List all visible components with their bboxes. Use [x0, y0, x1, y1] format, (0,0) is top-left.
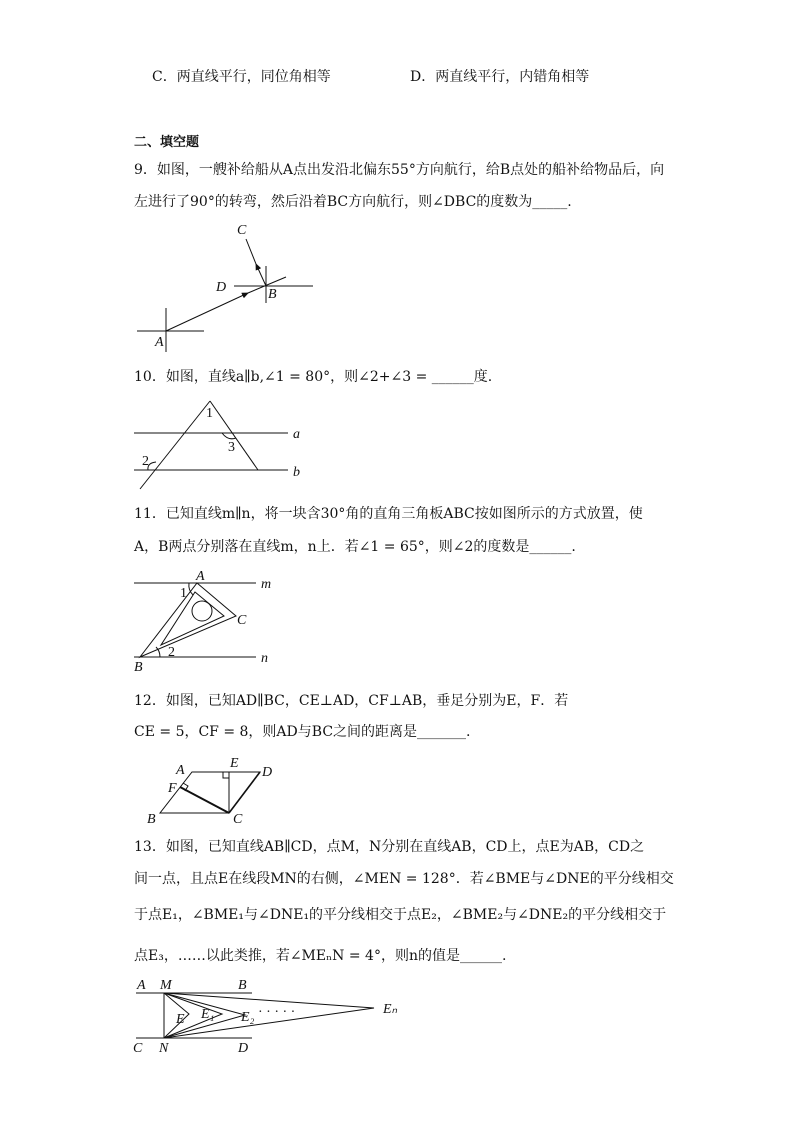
q9-label-d: D [216, 280, 227, 295]
q11-line2: A，B两点分别落在直线m，n上．若∠1 = 65°，则∠2的度数是______. [134, 539, 576, 555]
q13-label-e: E [176, 1012, 185, 1027]
q10-label-1: 1 [206, 406, 213, 421]
q10-label-b: b [293, 465, 300, 480]
q13-label-a: A [137, 978, 146, 993]
q13-line2: 间一点，且点E在线段MN的右侧，∠MEN = 128°．若∠BME与∠DNE的平分线相交 [134, 871, 674, 887]
q11-label-2: 2 [168, 645, 175, 660]
q12-label-b: B [147, 812, 156, 827]
q12-label-c: C [233, 812, 243, 827]
q13-label-en: Eₙ [383, 1002, 398, 1017]
option-d: D．两直线平行，内错角相等 [410, 69, 590, 85]
q13-label-e1: E₁ [201, 1007, 215, 1022]
q11-label-a: A [196, 569, 205, 584]
q13-line1: 13．如图，已知直线AB∥CD，点M，N分别在直线AB，CD上，点E为AB，CD之 [134, 839, 645, 855]
section-title: 二、填空题 [134, 135, 200, 150]
q9-label-c: C [237, 223, 247, 238]
q12-label-e: E [230, 756, 239, 771]
q11-line1: 11．已知直线m∥n，将一块含30°角的直角三角板ABC按如图所示的方式放置，使 [134, 506, 643, 522]
q13-line3: 于点E₁，∠BME₁与∠DNE₁的平分线相交于点E₂，∠BME₂与∠DNE₂的平分线相交于 [134, 907, 667, 923]
q11-label-b: B [134, 660, 143, 675]
q9-line2: 左进行了90°的转弯，然后沿着BC方向航行，则∠DBC的度数为_____. [134, 194, 572, 210]
q12-label-a: A [176, 763, 185, 778]
q10-label-a: a [293, 427, 300, 442]
q13-label-d: D [238, 1041, 249, 1056]
q12-line2: CE = 5，CF = 8，则AD与BC之间的距离是_______. [134, 724, 471, 740]
q12-label-f: F [168, 781, 177, 796]
q13-label-m: M [160, 978, 172, 993]
q11-label-1: 1 [180, 586, 187, 601]
q12-label-d: D [262, 765, 273, 780]
q11-label-m: m [261, 577, 272, 592]
q10-line1: 10．如图，直线a∥b,∠1 = 80°，则∠2+∠3 = ______度. [134, 369, 493, 385]
q13-label-c: C [133, 1041, 143, 1056]
q10-label-3: 3 [228, 440, 235, 455]
q11-label-c: C [237, 613, 247, 628]
q9-label-b: B [268, 287, 277, 302]
q13-label-b: B [238, 978, 247, 993]
q13-label-n: N [159, 1041, 169, 1056]
q11-label-n: n [261, 651, 268, 666]
q13-label-e2: E₂ [241, 1010, 255, 1025]
q9-line1: 9．如图，一艘补给船从A点出发沿北偏东55°方向航行，给B点处的船补给物品后，向 [134, 162, 665, 178]
q10-label-2: 2 [142, 454, 149, 469]
q13-line4: 点E₃，……以此类推，若∠MEₙN = 4°，则n的值是______. [134, 948, 507, 964]
q13-dots: · · · · · [258, 1005, 296, 1020]
q9-label-a: A [155, 335, 164, 350]
q12-line1: 12．如图，已知AD∥BC，CE⊥AD，CF⊥AB，垂足分别为E，F．若 [134, 693, 569, 709]
option-c: C．两直线平行，同位角相等 [152, 69, 331, 85]
